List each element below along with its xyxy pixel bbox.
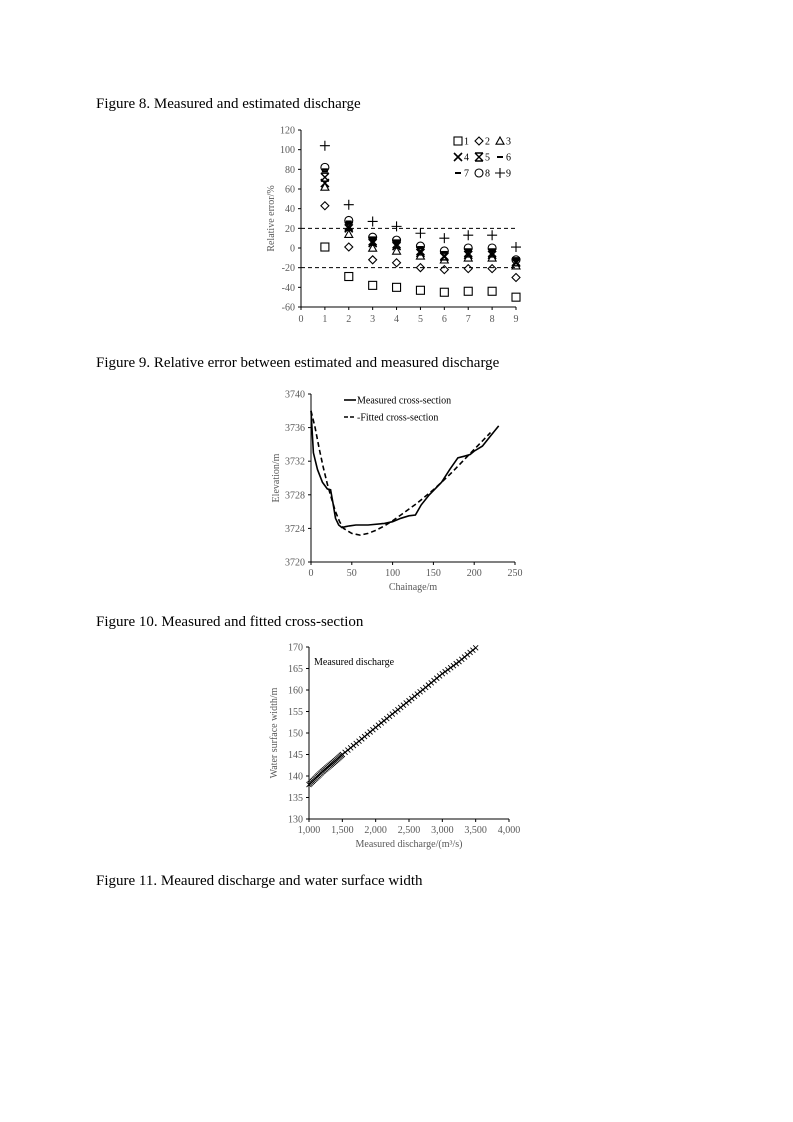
legend-marker xyxy=(454,153,462,161)
x-tick-label: 4,000 xyxy=(497,825,521,836)
data-point-series-1 xyxy=(321,243,329,251)
x-tick-label: 100 xyxy=(385,568,401,579)
legend-marker xyxy=(495,168,505,178)
x-tick-label: 6 xyxy=(441,314,447,325)
legend-label: 1 xyxy=(464,136,469,148)
figure-9-caption: Figure 9. Relative error between estimated and measured discharge xyxy=(96,355,500,371)
x-tick-label: 1,000 xyxy=(297,825,321,836)
legend-label: 5 xyxy=(485,152,490,164)
x-tick-label: 9 xyxy=(513,314,519,325)
y-tick-label: 160 xyxy=(288,685,303,697)
y-axis-title: Elevation/m xyxy=(271,453,282,503)
x-tick-label: 2 xyxy=(346,314,352,325)
y-tick-label: 40 xyxy=(285,204,295,216)
x-tick-label: 3,000 xyxy=(431,825,454,836)
data-point-series-2 xyxy=(440,266,448,274)
legend-marker xyxy=(496,137,504,144)
legend-marker xyxy=(475,137,483,145)
data-point-series-1 xyxy=(345,273,353,281)
data-point-series-2 xyxy=(512,274,520,282)
x-tick-label: 7 xyxy=(465,314,471,325)
y-tick-label: 3720 xyxy=(285,557,305,569)
relative-error-chart xyxy=(260,122,540,332)
y-tick-label: 80 xyxy=(285,164,295,176)
x-tick-label: 4 xyxy=(394,314,400,325)
data-point-series-2 xyxy=(393,259,401,267)
y-tick-label: 3724 xyxy=(285,523,305,535)
x-tick-label: 5 xyxy=(417,314,423,325)
figure-11-caption: Figure 11. Meaured discharge and water surface width xyxy=(96,873,423,889)
x-axis-title: Chainage/m xyxy=(388,582,438,593)
y-tick-label: 3736 xyxy=(285,423,305,435)
cross-section-chart xyxy=(260,385,540,600)
legend-label: 3 xyxy=(506,136,511,148)
x-axis-title: Measured discharge/(m³/s) xyxy=(355,839,463,850)
y-tick-label: 60 xyxy=(285,184,295,196)
legend-label: 2 xyxy=(485,136,490,148)
x-tick-label: 0 xyxy=(298,314,304,325)
data-point-series-1 xyxy=(393,283,401,291)
data-point-series-9 xyxy=(487,230,497,240)
measured-cross-section-line xyxy=(311,411,499,528)
y-tick-label: 3740 xyxy=(285,389,305,401)
x-tick-label: 3 xyxy=(370,314,376,325)
figure-8-caption: Figure 8. Measured and estimated discharge xyxy=(96,96,361,112)
legend-marker xyxy=(454,137,462,145)
y-tick-label: -40 xyxy=(281,282,295,294)
y-tick-label: 150 xyxy=(288,728,303,740)
legend-label: -Fitted cross-section xyxy=(357,412,439,424)
data-point-series-9 xyxy=(439,233,449,243)
x-tick-label: 200 xyxy=(466,568,482,579)
fitted-cross-section-line xyxy=(311,411,491,535)
legend-label: 4 xyxy=(464,152,469,164)
legend-label: 8 xyxy=(485,168,490,180)
legend-label: 7 xyxy=(464,168,469,180)
data-point-series-9 xyxy=(368,216,378,226)
data-point-series-1 xyxy=(416,286,424,294)
data-point-series-1 xyxy=(369,281,377,289)
data-point-marker xyxy=(454,661,459,666)
data-point-series-5 xyxy=(321,173,329,181)
data-point-series-2 xyxy=(321,202,329,210)
y-tick-label: -60 xyxy=(281,302,295,314)
y-tick-label: 155 xyxy=(288,707,303,718)
data-point-series-1 xyxy=(488,287,496,295)
data-point-series-9 xyxy=(320,141,330,151)
y-tick-label: 100 xyxy=(280,145,295,157)
data-point-series-2 xyxy=(345,243,353,251)
y-tick-label: 170 xyxy=(288,642,303,654)
y-tick-label: 120 xyxy=(280,125,295,137)
legend-marker xyxy=(475,153,483,161)
measured-discharge-line xyxy=(309,648,476,785)
x-tick-label: 2,000 xyxy=(364,825,387,836)
x-tick-label: 2,500 xyxy=(397,825,421,836)
x-tick-label: 8 xyxy=(489,314,495,325)
x-tick-label: 250 xyxy=(507,568,523,579)
y-tick-label: 3732 xyxy=(285,456,305,468)
data-point-marker xyxy=(445,667,450,672)
y-tick-label: 20 xyxy=(285,223,295,235)
legend-marker xyxy=(475,169,483,177)
data-point-series-2 xyxy=(488,265,496,273)
y-axis-title: Water surface width/m xyxy=(269,687,280,779)
data-point-series-2 xyxy=(369,256,377,264)
y-axis-title: Relative error/% xyxy=(266,185,277,252)
discharge-width-chart xyxy=(260,638,540,858)
legend-label: 6 xyxy=(506,152,511,164)
legend-label: 9 xyxy=(506,168,511,180)
data-point-series-1 xyxy=(512,293,520,301)
data-point-series-1 xyxy=(464,287,472,295)
y-tick-label: 140 xyxy=(288,771,303,783)
y-tick-label: 0 xyxy=(290,243,295,255)
data-point-series-9 xyxy=(392,221,402,231)
data-point-series-2 xyxy=(464,265,472,273)
figure-10-caption: Figure 10. Measured and fitted cross-section xyxy=(96,614,364,630)
y-tick-label: -20 xyxy=(281,263,295,275)
data-point-series-9 xyxy=(415,228,425,238)
legend-label: Measured discharge xyxy=(314,657,395,668)
data-point-marker xyxy=(451,663,456,668)
y-tick-label: 135 xyxy=(288,793,303,804)
x-tick-label: 50 xyxy=(346,568,357,579)
data-point-marker xyxy=(440,671,445,676)
x-tick-label: 3,500 xyxy=(464,825,487,836)
y-tick-label: 165 xyxy=(288,664,303,675)
data-point-series-9 xyxy=(463,230,473,240)
x-tick-label: 0 xyxy=(308,568,314,579)
data-point-marker xyxy=(448,665,453,670)
data-point-series-9 xyxy=(344,200,354,210)
data-point-series-9 xyxy=(511,242,521,252)
y-tick-label: 130 xyxy=(288,814,303,826)
x-tick-label: 1,500 xyxy=(331,825,354,836)
x-tick-label: 150 xyxy=(425,568,441,579)
data-point-marker xyxy=(443,669,448,674)
data-point-marker xyxy=(473,645,478,650)
legend-label: Measured cross-section xyxy=(357,395,452,407)
y-tick-label: 145 xyxy=(288,750,303,761)
x-tick-label: 1 xyxy=(322,314,328,325)
data-point-series-1 xyxy=(440,288,448,296)
y-tick-label: 3728 xyxy=(285,490,305,502)
